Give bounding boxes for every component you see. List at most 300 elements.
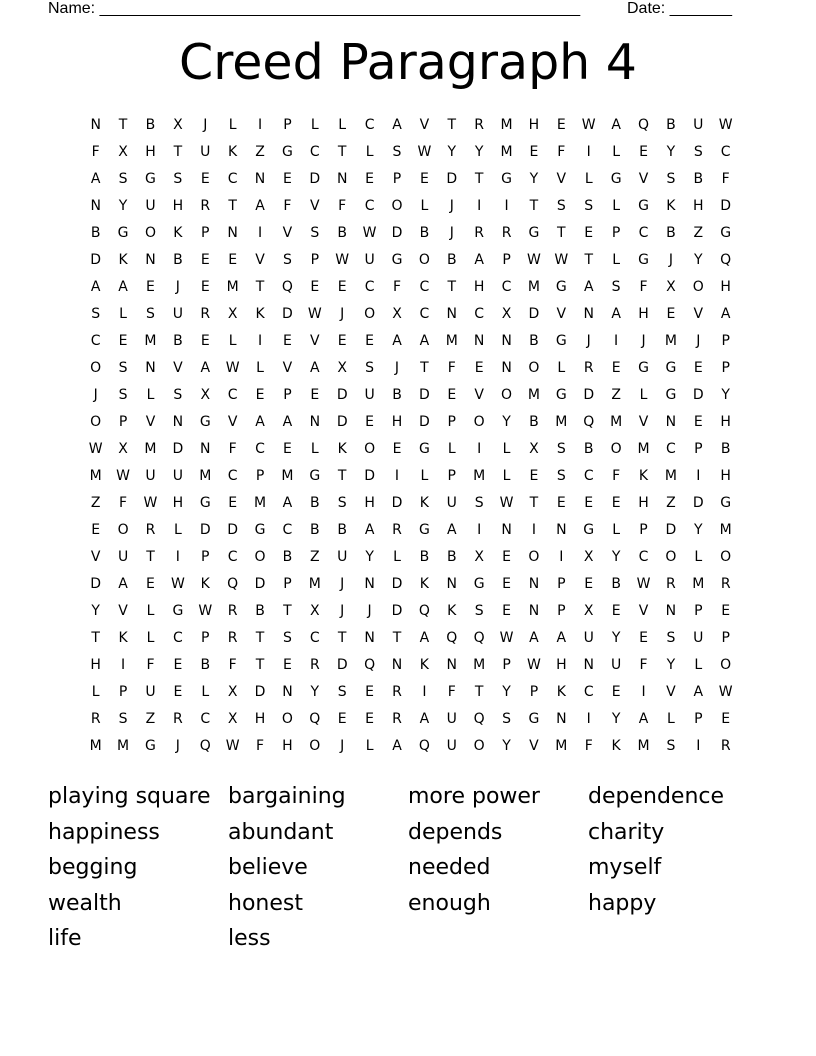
grid-letter: L [612,143,621,160]
grid-letter: U [446,737,457,754]
grid-letter: E [365,683,375,700]
grid-letter: P [201,548,210,565]
grid-letter: S [611,278,621,295]
grid-letter: M [473,467,486,484]
grid-letter: M [500,143,513,160]
grid-letter: G [528,224,540,241]
grid-letter: X [529,440,539,457]
grid-letter: D [528,305,540,322]
grid-letter: U [200,143,211,160]
grid-letter: K [419,656,429,673]
grid-letter: J [340,602,345,619]
grid-letter: K [228,143,238,160]
grid-letter: A [90,278,101,295]
grid-letter: P [721,629,730,646]
grid-letter: T [255,629,265,646]
grid-letter: Q [309,710,321,727]
grid-letter: U [364,251,375,268]
grid-letter: E [228,251,238,268]
page-title: Creed Paragraph 4 [179,34,637,91]
grid-letter: K [255,305,265,322]
grid-letter: R [173,710,183,727]
grid-letter: A [282,413,293,430]
grid-letter: D [418,386,430,403]
grid-letter: N [528,602,540,619]
grid-letter: T [118,116,128,133]
grid-letter: X [227,305,238,322]
grid-letter: A [90,170,101,187]
grid-letter: M [308,575,321,592]
grid-letter: D [418,413,430,430]
grid-letter: N [528,575,540,592]
name-field-label: Name: ______________________________________________________ [48,0,581,17]
grid-letter: G [555,386,567,403]
grid-letter: N [446,305,458,322]
grid-letter: Z [145,710,156,727]
grid-letter: C [90,332,101,349]
grid-letter: U [172,467,183,484]
grid-letter: E [283,170,292,187]
grid-letter: L [201,683,210,700]
grid-letter: S [502,710,511,727]
grid-letter: H [391,413,403,430]
grid-letter: V [556,170,567,187]
grid-letter: Y [611,710,621,727]
grid-letter: R [666,575,676,592]
grid-letter: G [528,710,540,727]
grid-letter: K [611,737,621,754]
grid-letter: E [693,413,703,430]
grid-letter: M [637,440,650,457]
grid-letter: S [556,440,566,457]
grid-letter: V [282,359,293,376]
grid-letter: C [474,305,485,322]
grid-letter: S [310,224,320,241]
grid-letter: T [337,467,347,484]
grid-letter: O [364,440,376,457]
grid-letter: I [477,440,482,457]
grid-letter: V [556,305,567,322]
grid-letter: Q [720,251,732,268]
grid-letter: G [172,602,184,619]
grid-letter: R [392,521,402,538]
grid-letter: J [175,278,180,295]
grid-letter: G [309,467,321,484]
grid-letter: E [693,359,703,376]
grid-letter: G [473,575,485,592]
grid-letter: S [173,386,183,403]
grid-letter: F [557,143,566,160]
grid-letter: C [583,683,594,700]
grid-letter: E [200,278,210,295]
grid-letter: V [666,683,676,700]
grid-letter: K [419,494,429,511]
grid-letter: V [638,602,649,619]
grid-letter: H [172,197,184,214]
grid-letter: A [364,521,375,538]
grid-letter: J [175,737,180,754]
grid-letter: V [282,224,293,241]
grid-letter: A [474,251,484,268]
grid-letter: D [254,575,266,592]
grid-letter: P [721,359,730,376]
grid-letter: T [474,683,484,700]
grid-letter: L [502,440,511,457]
grid-letter: Y [118,197,128,214]
grid-letter: D [391,602,403,619]
grid-letter: S [118,386,128,403]
grid-letter: D [391,494,403,511]
grid-letter: N [501,332,512,349]
grid-letter: E [584,224,594,241]
grid-letter: Q [446,629,458,646]
grid-letter: P [502,656,511,673]
grid-letter: O [391,197,403,214]
grid-letter: B [90,224,101,241]
grid-letter: N [556,710,567,727]
grid-letter: D [720,197,732,214]
grid-letter: A [446,521,457,538]
grid-letter: P [694,602,703,619]
grid-letter: A [282,494,293,511]
grid-letter: Q [418,737,430,754]
grid-letter: X [392,305,402,322]
grid-letter: Y [365,548,374,565]
grid-letter: E [447,386,457,403]
grid-letter: O [473,413,485,430]
grid-letter: X [227,683,238,700]
grid-letter: J [340,737,345,754]
grid-letter: X [474,548,484,565]
grid-letter: I [586,710,591,727]
grid-letter: V [310,332,320,349]
grid-letter: K [419,575,429,592]
grid-letter: S [173,170,183,187]
grid-letter: I [696,467,701,484]
grid-letter: X [200,386,211,403]
grid-letter: M [664,467,677,484]
grid-letter: W [417,143,432,160]
grid-letter: A [611,116,621,133]
grid-letter: T [283,602,292,619]
grid-letter: B [337,224,348,241]
grid-letter: F [338,197,347,214]
grid-letter: J [394,359,400,376]
grid-letter: A [255,197,265,214]
grid-letter: D [336,656,348,673]
grid-letter: X [583,602,594,619]
grid-letter: L [694,548,703,565]
grid-letter: L [256,359,264,376]
grid-letter: Y [91,602,100,619]
grid-letter: R [392,710,402,727]
grid-letter: U [583,629,594,646]
grid-letter: N [145,251,156,268]
grid-letter: T [255,278,265,295]
grid-letter: L [365,143,374,160]
grid-letter: L [365,737,374,754]
grid-letter: C [227,467,238,484]
grid-letter: P [392,170,402,187]
word-list-item: believe [228,855,308,880]
grid-letter: L [420,197,429,214]
grid-letter: E [337,332,347,349]
grid-letter: P [201,224,210,241]
grid-letter: L [173,521,182,538]
grid-letter: N [501,359,512,376]
grid-letter: O [665,548,677,565]
grid-letter: U [337,548,348,565]
grid-letter: H [720,413,731,430]
grid-letter: S [118,359,128,376]
grid-letter: T [146,548,155,565]
grid-letter: O [528,359,540,376]
grid-letter: R [583,359,594,376]
grid-letter: O [501,386,513,403]
grid-letter: C [255,440,265,457]
grid-letter: M [226,278,239,295]
grid-letter: O [720,548,732,565]
grid-letter: T [447,116,457,133]
grid-letter: W [335,251,350,268]
grid-letter: E [556,494,566,511]
grid-letter: L [694,656,703,673]
grid-letter: O [692,278,704,295]
grid-letter: Q [364,656,376,673]
grid-letter: H [145,143,156,160]
grid-letter: E [337,278,347,295]
grid-letter: N [583,305,594,322]
grid-letter: W [362,224,377,241]
grid-letter: K [118,629,128,646]
grid-letter: W [88,440,103,457]
grid-letter: V [638,413,649,430]
grid-letter: R [474,116,485,133]
grid-letter: C [583,467,594,484]
grid-letter: E [146,575,155,592]
grid-letter: E [228,494,238,511]
grid-letter: B [145,116,156,133]
grid-letter: T [337,143,347,160]
grid-letter: X [501,305,512,322]
grid-letter: B [529,413,539,430]
grid-letter: E [556,116,566,133]
grid-letter: G [583,521,595,538]
date-field-label: Date: _______ [627,0,732,17]
grid-letter: E [502,602,511,619]
grid-letter: W [170,575,185,592]
grid-letter: Y [721,386,730,403]
grid-letter: P [694,710,703,727]
grid-letter: M [144,440,157,457]
grid-letter: N [90,116,101,133]
word-list-item: playing square [48,784,211,809]
grid-letter: P [557,575,566,592]
grid-letter: H [364,494,375,511]
grid-letter: C [638,224,649,241]
grid-letter: I [477,197,482,214]
grid-letter: D [336,413,348,430]
grid-letter: M [527,278,540,295]
grid-letter: S [337,494,347,511]
grid-letter: U [145,197,156,214]
grid-letter: N [336,170,348,187]
grid-letter: P [283,575,292,592]
grid-letter: X [118,440,128,457]
grid-letter: X [666,278,676,295]
grid-letter: P [310,251,320,268]
grid-letter: I [394,467,400,484]
grid-letter: D [336,386,348,403]
grid-letter: L [91,683,100,700]
grid-letter: P [283,386,292,403]
grid-letter: X [227,710,238,727]
grid-letter: C [720,143,731,160]
grid-letter: R [227,629,238,646]
grid-letter: T [392,629,402,646]
grid-letter: U [172,305,183,322]
grid-letter: S [118,710,128,727]
grid-letter: A [720,305,731,322]
grid-letter: F [146,656,155,673]
grid-letter: B [173,332,183,349]
grid-letter: L [119,305,127,322]
grid-letter: Y [694,521,703,538]
grid-letter: B [310,521,320,538]
grid-letter: Z [611,386,621,403]
grid-letter: Y [502,413,511,430]
grid-letter: N [227,224,238,241]
word-list-item: dependence [588,784,725,809]
word-list-item: happy [588,890,657,916]
grid-letter: V [255,251,265,268]
grid-letter: Y [310,683,320,700]
grid-letter: P [557,602,566,619]
grid-letter: F [91,143,100,160]
grid-letter: S [474,602,484,619]
grid-letter: I [477,521,482,538]
grid-letter: V [173,359,183,376]
grid-letter: A [693,683,704,700]
grid-letter: U [446,494,457,511]
grid-letter: U [145,467,156,484]
grid-letter: J [696,332,701,349]
grid-letter: Q [583,413,595,430]
grid-letter: V [474,386,484,403]
grid-letter: L [447,440,456,457]
grid-letter: W [636,575,651,592]
grid-letter: K [200,575,210,592]
grid-letter: R [501,224,512,241]
grid-letter: O [309,737,321,754]
grid-letter: D [446,170,458,187]
grid-letter: E [200,251,210,268]
grid-letter: E [639,143,648,160]
grid-letter: J [93,386,98,403]
grid-letter: J [449,197,454,214]
grid-letter: C [364,278,375,295]
grid-letter: W [499,629,514,646]
grid-letter: R [145,521,156,538]
grid-letter: T [474,170,484,187]
grid-letter: J [449,224,454,241]
grid-letter: J [340,575,345,592]
grid-letter: C [419,305,430,322]
word-list-item: bargaining [228,784,346,809]
grid-letter: M [500,116,513,133]
grid-letter: N [446,656,458,673]
grid-letter: G [418,521,430,538]
grid-letter: V [638,170,649,187]
grid-letter: C [227,386,238,403]
grid-letter: I [257,116,263,133]
grid-letter: U [693,629,704,646]
grid-letter: M [253,494,267,511]
grid-letter: X [118,143,128,160]
grid-letter: A [118,278,128,295]
grid-letter: L [612,197,621,214]
grid-letter: M [527,386,540,403]
grid-letter: E [721,602,731,619]
grid-letter: Y [666,656,676,673]
grid-letter: N [90,197,101,214]
grid-letter: W [554,251,569,268]
grid-letter: A [611,305,621,322]
grid-letter: P [255,467,265,484]
grid-letter: D [199,521,211,538]
grid-letter: G [391,251,403,268]
grid-letter: M [555,737,568,754]
grid-letter: M [664,332,677,349]
grid-letter: B [611,575,621,592]
grid-letter: V [145,413,156,430]
word-list-item: honest [228,890,303,916]
grid-letter: G [720,224,732,241]
grid-letter: J [668,251,673,268]
grid-letter: N [665,413,677,430]
grid-letter: L [393,548,401,565]
grid-letter: A [638,710,649,727]
grid-letter: E [200,332,210,349]
grid-letter: G [418,440,430,457]
grid-letter: E [474,359,484,376]
grid-letter: L [338,116,347,133]
grid-letter: C [282,521,293,538]
grid-letter: H [282,737,293,754]
grid-letter: M [281,467,294,484]
grid-letter: N [172,413,184,430]
grid-letter: M [719,521,732,538]
grid-letter: I [614,332,619,349]
grid-letter: F [721,170,730,187]
grid-letter: Z [693,224,704,241]
grid-letter: D [90,251,102,268]
header [48,0,748,20]
grid-letter: G [638,251,649,268]
grid-letter: Q [473,629,485,646]
grid-letter: E [419,170,429,187]
grid-letter: S [337,683,347,700]
grid-letter: R [309,656,320,673]
grid-letter: F [639,656,648,673]
grid-letter: X [173,116,183,133]
grid-letter: C [200,710,211,727]
grid-letter: N [254,170,266,187]
grid-letter: C [501,278,512,295]
grid-letter: W [225,359,240,376]
grid-letter: U [364,386,375,403]
grid-letter: O [281,710,293,727]
